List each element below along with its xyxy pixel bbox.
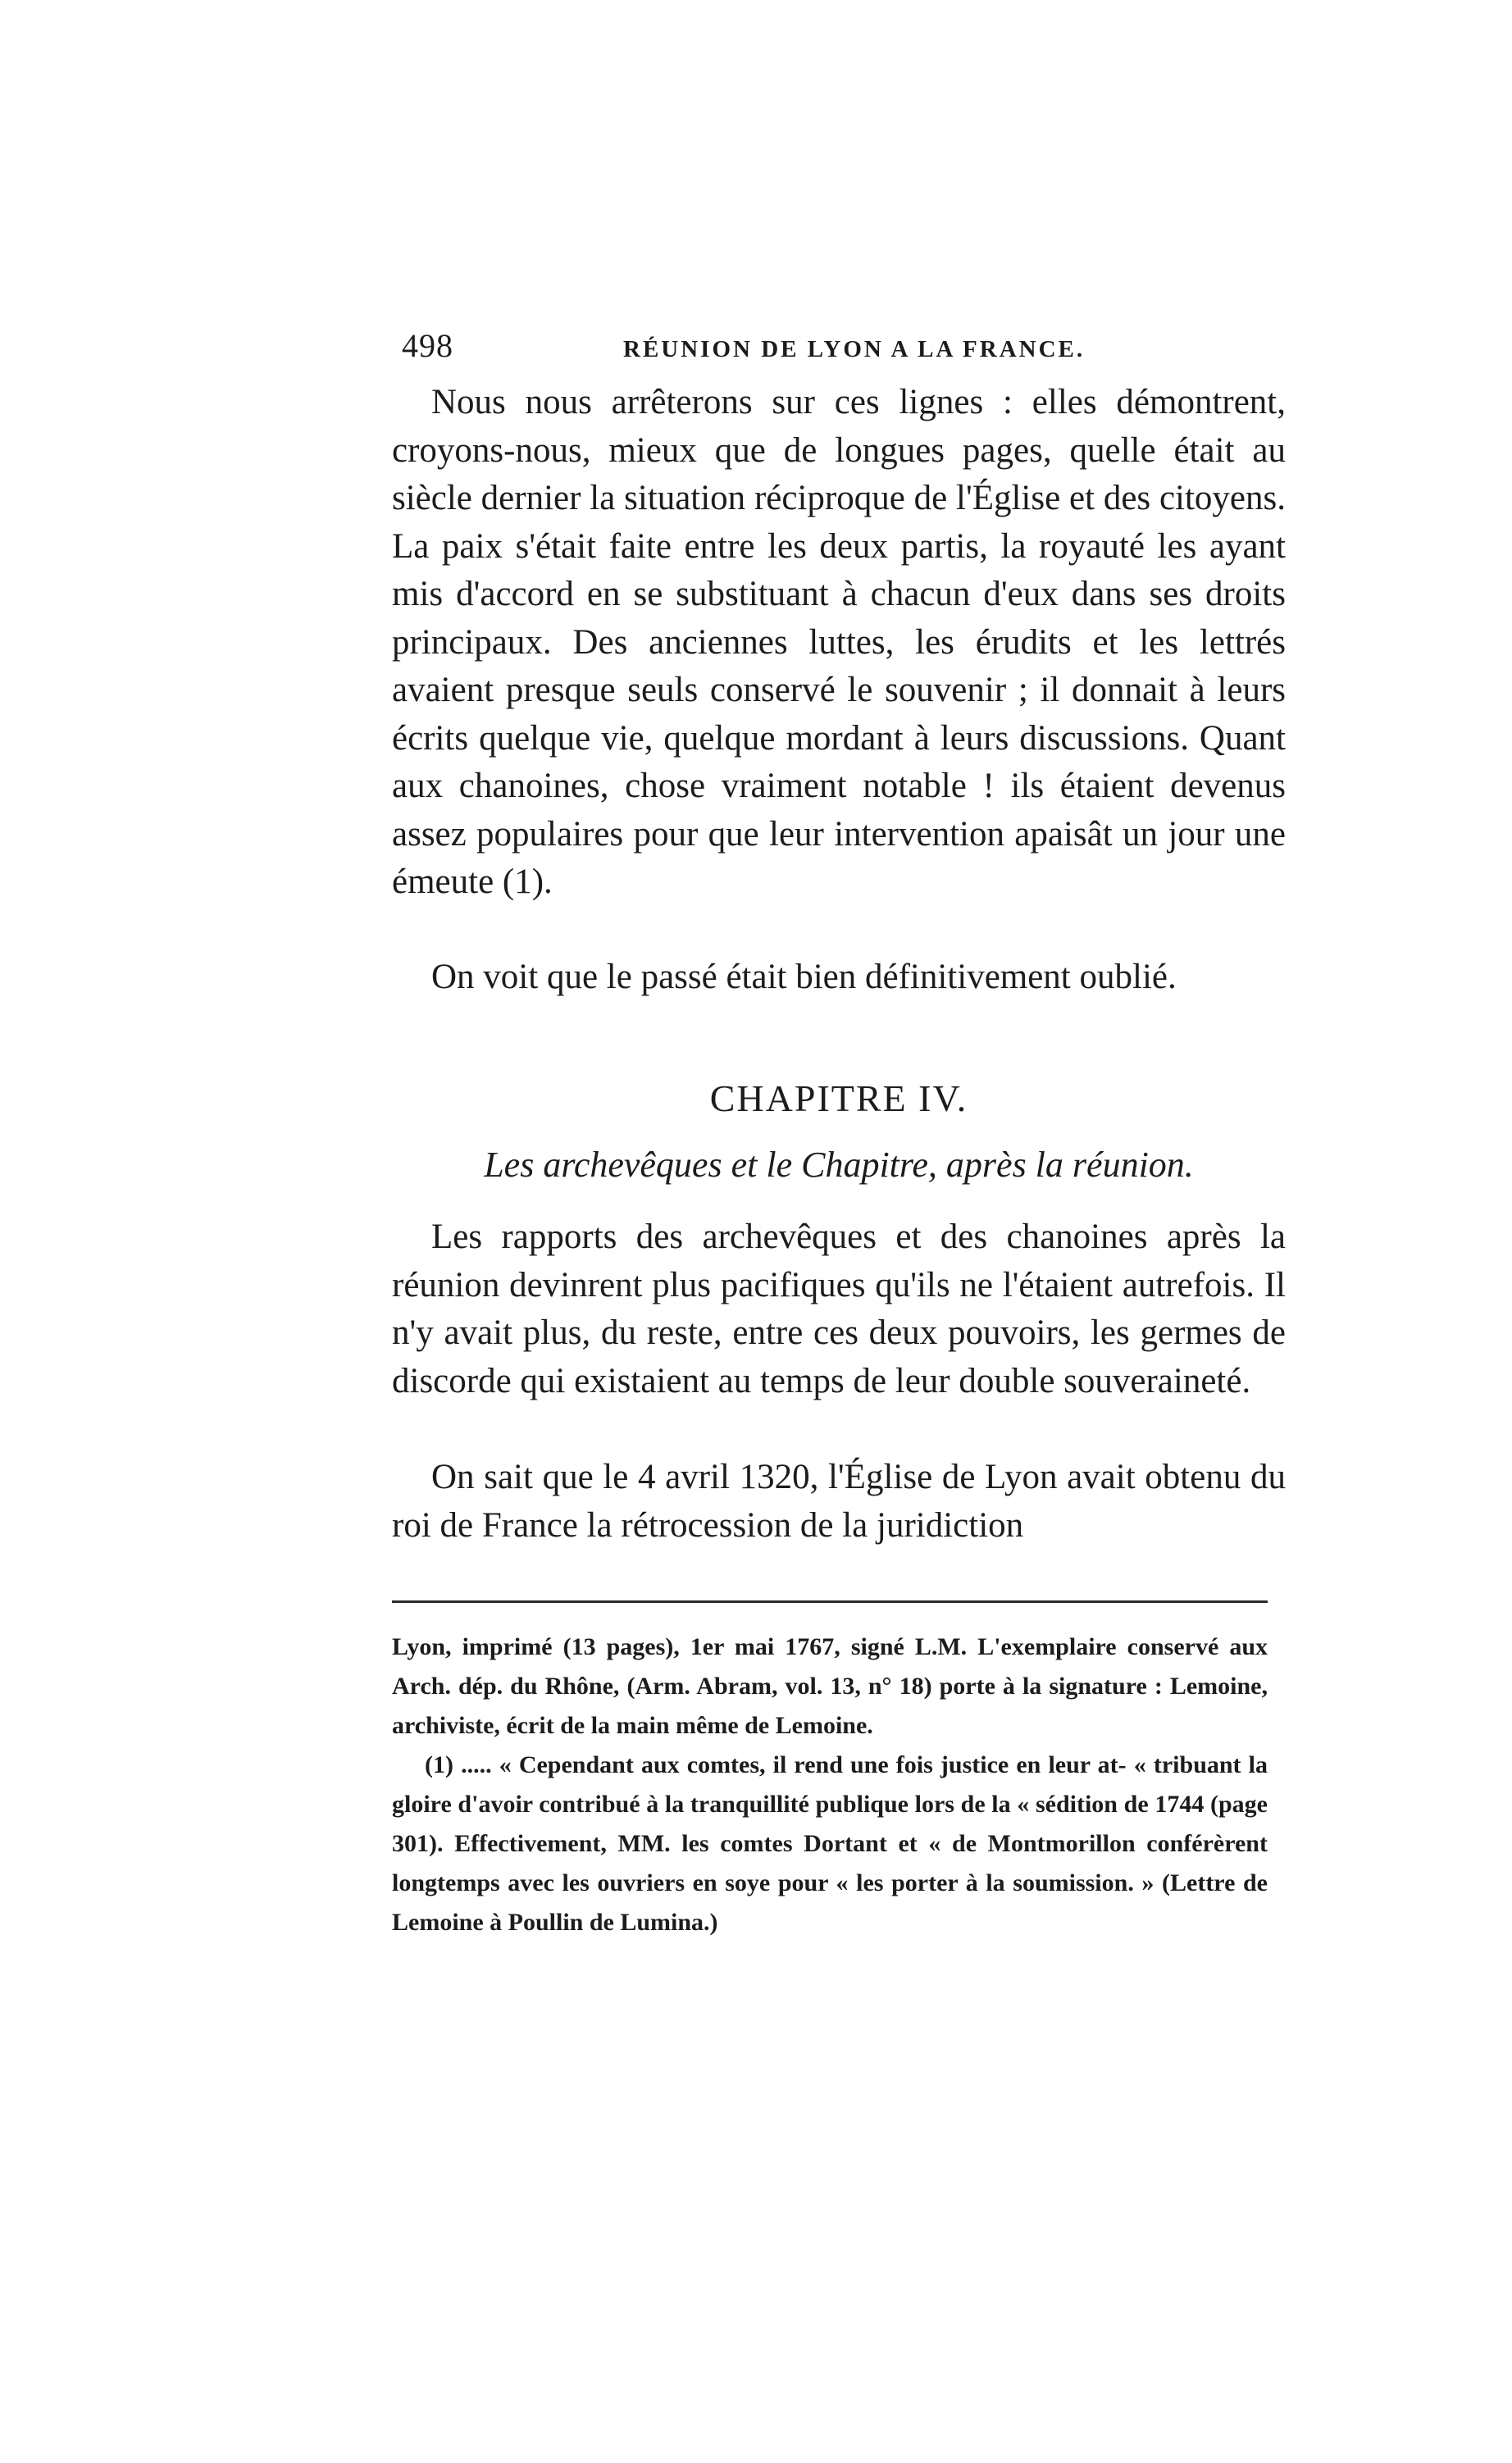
footnote: Lyon, imprimé (13 pages), 1er mai 1767, signé L.M. L'exemplaire conservé aux Arch. dép. du Rhône, (Arm. Abram, vol. 13, n° 18) porte à la signature : Lemoine, archiviste, écrit de la main même de Lemoine. — [392, 1633, 1268, 1739]
chapter-heading: CHAPITRE IV. — [709, 1077, 968, 1119]
page-header — [402, 326, 1283, 376]
chapter-paragraph: On sait que le 4 avril 1320, l'Église de Lyon avait obtenu du roi de France la rétrocession de la juridiction — [392, 1458, 1286, 1545]
page-number: 498 — [402, 327, 453, 364]
footnote: (1) ..... « Cependant aux comtes, il rend une fois justice en leur at- « tribuant la gloire d'avoir contribué à la tranquillité publique lors de la « sédition de 1744 (page 301). Effectivement, MM. les comtes Dortant et « de Montmorillon conférèrent longtemps avec les ouvriers en soye pour « les porter à la soumission. » (Lettre de Lemoine à Poullin de Lumina.) — [392, 1751, 1268, 1936]
body-paragraph: Nous nous arrêterons sur ces lignes : elles démontrent, croyons-nous, mieux que de longues pages, quelle était au siècle dernier la situation réciproque de l'Église et des citoyens. La paix s'était faite entre les deux partis, la royauté les ayant mis d'accord en se substituant à chacun d'eux dans ses droits principaux. Des anciennes luttes, les érudits et les lettrés avaient presque seuls conservé le souvenir ; il donnait à leurs écrits quelque vie, quelque mordant à leurs discussions. Quant aux chanoines, chose vraiment notable ! ils étaient devenus assez populaires pour que leur intervention apaisât un jour une émeute (1). — [392, 383, 1286, 901]
body-paragraph: On voit que le passé était bien définitivement oublié. — [431, 958, 1177, 996]
running-head: RÉUNION DE LYON A LA FRANCE. — [623, 336, 1086, 362]
footnote-separator — [392, 1600, 1268, 1603]
chapter-paragraph: Les rapports des archevêques et des chanoines après la réunion devinrent plus pacifiques qu'ils ne l'étaient autrefois. Il n'y avait plus, du reste, entre ces deux pouvoirs, les germes de discorde qui existaient au temps de leur double souveraineté. — [392, 1218, 1286, 1400]
chapter-subtitle: Les archevêques et le Chapitre, après la réunion. — [484, 1145, 1194, 1185]
footnotes — [392, 1628, 1268, 1942]
